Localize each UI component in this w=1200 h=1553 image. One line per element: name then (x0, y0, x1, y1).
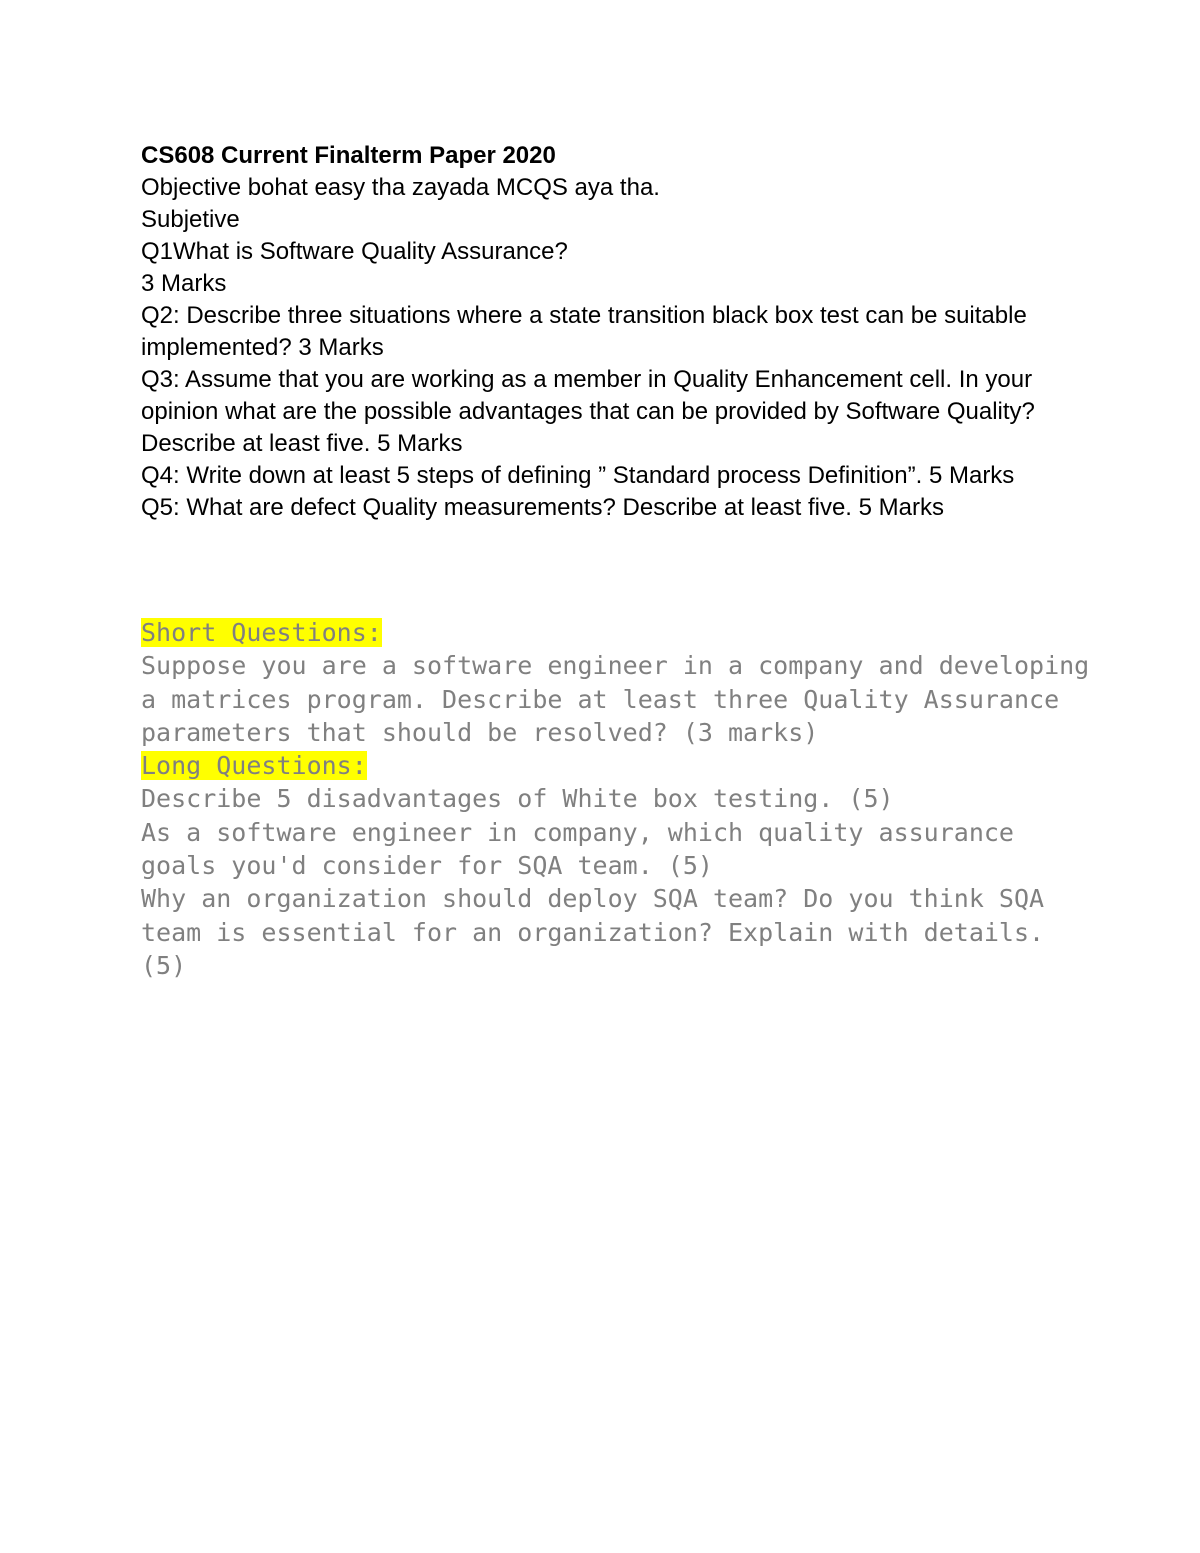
question-q1: Q1What is Software Quality Assurance? (141, 238, 568, 265)
question-q4: Q4: Write down at least 5 steps of defining ” Standard process Definition”. 5 Marks (141, 462, 1015, 489)
long-questions-heading-line (141, 749, 1101, 782)
questions-section (141, 616, 1101, 982)
long-questions-heading: Long Questions: (141, 751, 367, 781)
short-questions-heading-line (141, 616, 1101, 649)
short-question-item: Suppose you are a software engineer in a company and developing a matrices program. Describe at least three Quality Assurance parameters that should be resolved? (3 marks) (141, 651, 1090, 747)
subjective-section (141, 140, 1071, 524)
long-question-item: As a software engineer in company, which quality assurance goals you'd consider for SQA team. (5) (141, 817, 1014, 881)
long-question-item: Describe 5 disadvantages of White box testing. (5) (141, 784, 894, 814)
question-q2: Q2: Describe three situations where a state transition black box test can be suitable implemented? 3 Marks (141, 302, 1027, 361)
question-q3: Q3: Assume that you are working as a member in Quality Enhancement cell. In your opinion what are the possible advantages that can be provided by Software Quality? Describe at least five. 5 Marks (141, 366, 1035, 457)
question-q5: Q5: What are defect Quality measurements? Describe at least five. 5 Marks (141, 494, 944, 521)
intro-text: Objective bohat easy tha zayada MCQS aya tha. (141, 174, 660, 201)
document-title: CS608 Current Finalterm Paper 2020 (141, 142, 556, 169)
short-questions-heading: Short Questions: (141, 618, 382, 647)
question-q1-marks: 3 Marks (141, 270, 227, 297)
long-question-item: Why an organization should deploy SQA team? Do you think SQA team is essential for an organization? Explain with details. (5) (141, 884, 1045, 980)
subjective-label: Subjetive (141, 206, 240, 233)
